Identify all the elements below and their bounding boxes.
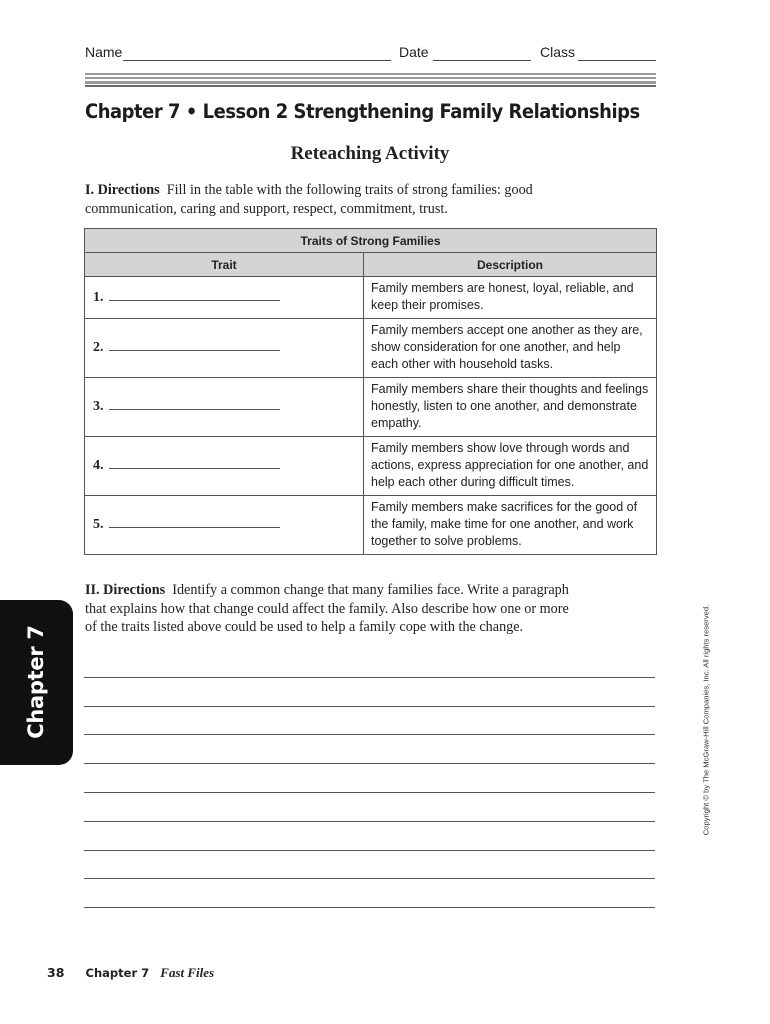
- trait-number: 4.: [93, 458, 104, 473]
- answer-line[interactable]: [84, 907, 655, 908]
- trait-number: 1.: [93, 289, 104, 305]
- date-field[interactable]: [433, 60, 531, 61]
- chapter-side-tab-label: Chapter 7: [24, 625, 48, 739]
- student-info-header: [85, 44, 656, 64]
- description-cell: Family members share their thoughts and feelings honestly, listen to one another, and demonstrate empathy.: [364, 378, 657, 437]
- description-cell: Family members make sacrifices for the good of the family, make time for one another, and work together to solve problems.: [364, 496, 657, 555]
- class-label: Class: [540, 44, 576, 60]
- answer-line[interactable]: [84, 792, 655, 793]
- name-field[interactable]: [123, 60, 391, 61]
- page-number: 38: [47, 965, 65, 980]
- section1-text: Fill in the table with the following traits of strong families: good communication, caring and support, respect, commitment, trust.: [85, 182, 533, 217]
- answer-line[interactable]: [84, 878, 655, 879]
- chapter-lesson-title: Chapter 7 • Lesson 2 Strengthening Family Relationships: [85, 100, 640, 123]
- trait-number: 3.: [93, 399, 104, 414]
- trait-number: 5.: [93, 517, 104, 532]
- answer-line[interactable]: [84, 677, 655, 678]
- footer-chapter: Chapter 7: [85, 966, 150, 980]
- trait-cell: [85, 378, 364, 437]
- copyright-notice: Copyright © by The McGraw-Hill Companies, Inc. All rights reserved.: [701, 604, 711, 836]
- answer-line[interactable]: [84, 821, 655, 822]
- answer-line[interactable]: [84, 734, 655, 735]
- trait-cell: [85, 277, 364, 319]
- traits-table: [84, 228, 657, 555]
- table-row: [85, 496, 657, 555]
- section1-heading: I. Directions: [85, 182, 160, 198]
- column-header-trait: Trait: [85, 253, 364, 277]
- trait-answer-blank[interactable]: [109, 526, 280, 528]
- table-row: [85, 277, 657, 319]
- activity-title: Reteaching Activity: [290, 143, 450, 164]
- page-footer: [47, 965, 214, 981]
- trait-cell: [85, 437, 364, 496]
- table-row: [85, 319, 657, 378]
- header-rule-band: [85, 73, 656, 87]
- trait-answer-blank[interactable]: [109, 349, 280, 351]
- answer-line[interactable]: [84, 763, 655, 764]
- date-label: Date: [399, 44, 429, 60]
- table-title: Traits of Strong Families: [85, 229, 657, 253]
- description-cell: Family members show love through words and actions, express appreciation for one another, and help each other during difficult times.: [364, 437, 657, 496]
- section2-directions: [85, 581, 575, 637]
- section1-directions: [85, 181, 585, 218]
- table-row: [85, 437, 657, 496]
- trait-answer-blank[interactable]: [109, 467, 280, 469]
- answer-line[interactable]: [84, 850, 655, 851]
- trait-answer-blank[interactable]: [109, 408, 280, 410]
- trait-answer-blank[interactable]: [109, 299, 280, 301]
- description-cell: Family members accept one another as they are, show consideration for one another, and help each other with household tasks.: [364, 319, 657, 378]
- answer-line[interactable]: [84, 706, 655, 707]
- description-cell: Family members are honest, loyal, reliable, and keep their promises.: [364, 277, 657, 319]
- trait-number: 2.: [93, 340, 104, 355]
- class-field[interactable]: [578, 60, 656, 61]
- section2-text: Identify a common change that many families face. Write a paragraph that explains how that change could affect the family. Also describe how one or more of the traits listed above could be used to help a family cope with the change.: [85, 582, 569, 635]
- name-label: Name: [85, 44, 123, 60]
- section2-heading: II. Directions: [85, 582, 166, 598]
- trait-cell: [85, 496, 364, 555]
- footer-book-title: Fast Files: [160, 965, 215, 980]
- trait-cell: [85, 319, 364, 378]
- column-header-description: Description: [364, 253, 657, 277]
- table-row: [85, 378, 657, 437]
